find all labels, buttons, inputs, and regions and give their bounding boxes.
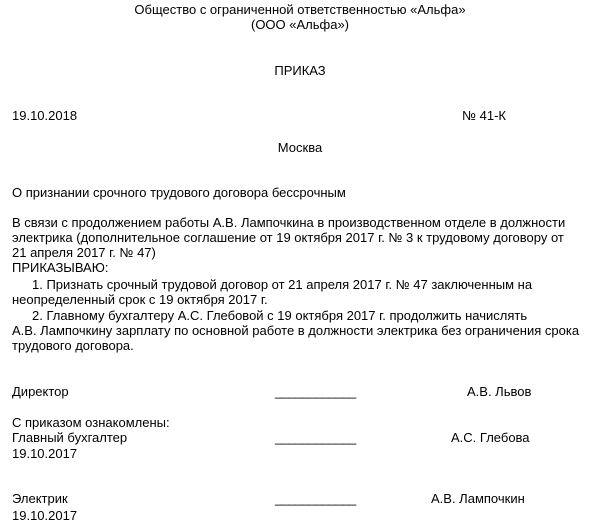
electrician-date: 19.10.2017 — [12, 508, 78, 523]
preamble-line-1: В связи с продолжением работы А.В. Лампочкина в производственном отделе в должности — [12, 215, 566, 230]
director-role: Директор — [12, 384, 69, 399]
document-number: № 41-К — [462, 108, 506, 123]
accountant-role: Главный бухгалтер — [12, 430, 128, 445]
item-1-line-2: неопределенный срок с 19 октября 2017 г. — [12, 292, 268, 307]
preamble-line-2: электрика (дополнительное соглашение от 19 октября 2017 г. № 3 к трудовому договору от — [12, 230, 564, 245]
preamble-line-3: 21 апреля 2017 г. № 47) — [12, 245, 156, 260]
electrician-role: Электрик — [12, 491, 68, 506]
organization-full-name: Общество с ограниченной ответственностью «Альфа» — [134, 2, 466, 17]
accountant-name: А.С. Глебова — [451, 430, 530, 445]
acknowledgement-title: С приказом ознакомлены: — [12, 415, 170, 430]
document-type: ПРИКАЗ — [274, 63, 326, 78]
organization-short-name: (ООО «Альфа») — [250, 17, 350, 32]
document-date: 19.10.2018 — [12, 108, 78, 123]
accountant-date: 19.10.2017 — [12, 446, 78, 461]
director-signature-line: ____________ — [275, 384, 356, 399]
document-city: Москва — [277, 140, 323, 155]
director-name: А.В. Львов — [467, 384, 532, 399]
item-2-line-2: А.В. Лампочкину зарплату по основной работе в должности электрика без ограничения срока — [12, 323, 580, 338]
order-word: ПРИКАЗЫВАЮ: — [12, 260, 109, 275]
electrician-signature-line: ____________ — [275, 491, 356, 506]
item-2-line-1: 2. Главному бухгалтеру А.С. Глебовой с 19 октября 2017 г. продолжить начислять — [32, 308, 528, 323]
document-subject: О признании срочного трудового договора бессрочным — [12, 185, 346, 200]
item-2-line-3: трудового договора. — [12, 338, 134, 353]
item-1-line-1: 1. Признать срочный трудовой договор от 21 апреля 2017 г. № 47 заключенным на — [32, 277, 533, 292]
accountant-signature-line: ____________ — [275, 430, 356, 445]
electrician-name: А.В. Лампочкин — [431, 491, 525, 506]
